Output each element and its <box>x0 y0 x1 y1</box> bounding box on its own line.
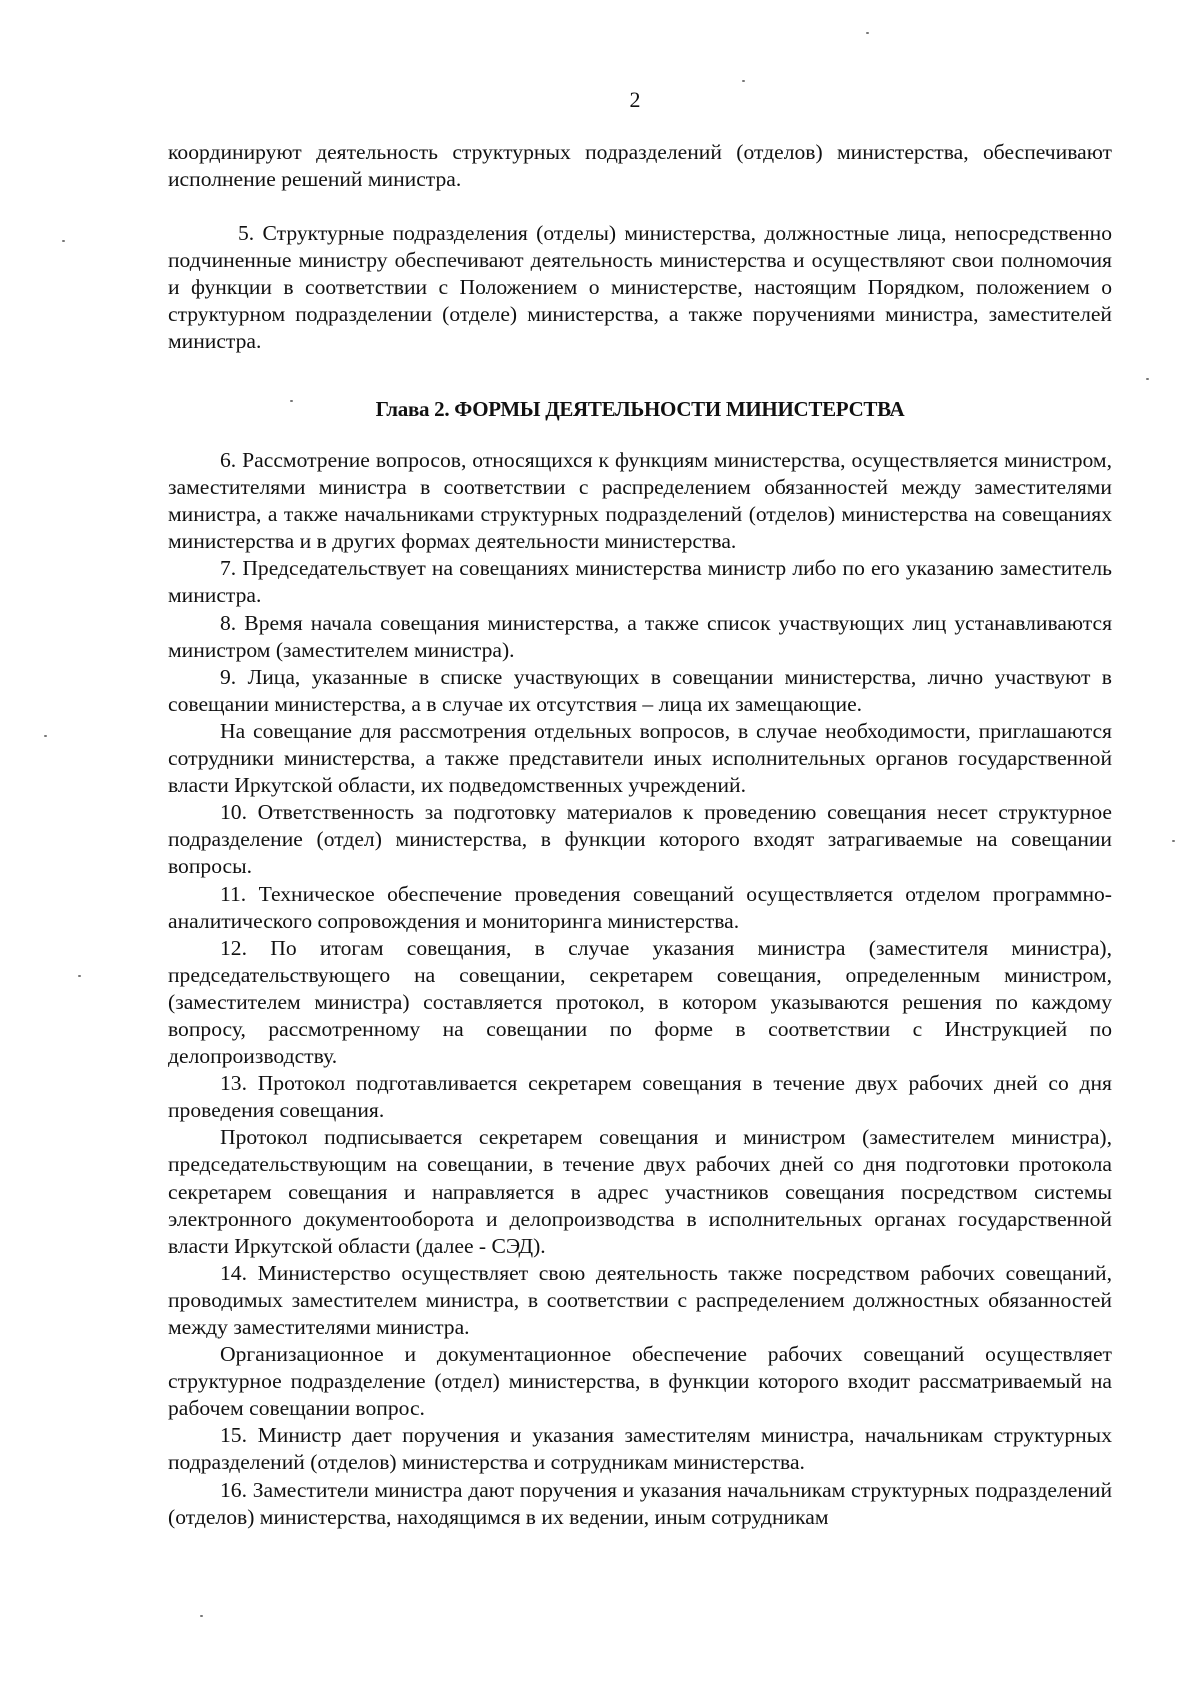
paragraph-12: 12. По итогам совещания, в случае указания министра (заместителя министра), председательствующего на совещании, секретарем совещания, определенным министром, (заместителем министра) составляется протокол, в котором указываются решения по каждому вопросу, рассмотренному на совещании по форме в соответствии с Инструкцией по делопроизводству. <box>168 935 1112 1069</box>
continuation-block <box>168 139 1112 193</box>
section-1-block <box>168 220 1112 355</box>
scan-speck <box>1172 840 1175 842</box>
scan-speck <box>200 1615 203 1617</box>
continuation-paragraph: координируют деятельность структурных подразделений (отделов) министерства, обеспечивают исполнение решений министра. <box>168 140 1112 192</box>
scan-speck <box>290 400 293 402</box>
paragraph-11: 11. Техническое обеспечение проведения совещаний осуществляется отделом программно-аналитического сопровождения и мониторинга министерства. <box>168 881 1112 933</box>
paragraph-10: 10. Ответственность за подготовку материалов к проведению совещания несет структурное подразделение (отдел) министерства, в функции которого входят затрагиваемые на совещании вопросы. <box>168 800 1112 879</box>
scan-speck <box>44 735 47 737</box>
paragraph-9-continued: На совещание для рассмотрения отдельных вопросов, в случае необходимости, приглашаются сотрудники министерства, а также представители иных исполнительных органов государственной власти Иркутской области, их подведомственных учреждений. <box>168 718 1112 798</box>
paragraph-7: 7. Председательствует на совещаниях министерства министр либо по его указанию заместитель министра. <box>168 556 1112 608</box>
page-number: 2 <box>629 87 641 112</box>
paragraph-13: 13. Протокол подготавливается секретарем совещания в течение двух рабочих дней со дня проведения совещания. <box>168 1071 1112 1123</box>
paragraph-13-continued: Протокол подписывается секретарем совещания и министром (заместителем министра), председательствующим на совещании, в течение двух рабочих дней со дня подготовки протокола секретарем совещания и направляется в адрес участников совещания посредством системы электронного документооборота и делопроизводства в исполнительных органах государственной власти Иркутской области (далее - СЭД). <box>168 1125 1112 1258</box>
paragraph-5: 5. Структурные подразделения (отделы) министерства, должностные лица, непосредственно подчиненные министру обеспечивают деятельность министерства и осуществляют свои полномочия и функции в соответствии с Положением о министерстве, настоящим Порядком, положением о структурном подразделении (отделе) министерства, а также поручениями министра, заместителей министра. <box>168 221 1112 354</box>
paragraph-6: 6. Рассмотрение вопросов, относящихся к функциям министерства, осуществляется министром, заместителями министра в соответствии с распределением обязанностей между заместителями министра, а также начальниками структурных подразделений (отделов) министерства на совещаниях министерства и в других формах деятельности министерства. <box>168 448 1112 554</box>
scan-speck <box>742 80 745 82</box>
scan-speck <box>62 240 65 242</box>
scan-speck <box>866 32 869 34</box>
scan-speck <box>1146 378 1149 380</box>
scan-speck <box>78 975 81 977</box>
chapter-2-body <box>168 447 1112 1531</box>
paragraph-16: 16. Заместители министра дают поручения и указания начальникам структурных подразделений (отделов) министерства, находящимся в их ведении, иным сотрудникам <box>168 1477 1112 1529</box>
paragraph-9: 9. Лица, указанные в списке участвующих в совещании министерства, лично участвуют в совещании министерства, а в случае их отсутствия – лица их замещающие. <box>168 664 1112 716</box>
paragraph-8: 8. Время начала совещания министерства, а также список участвующих лиц устанавливаются министром (заместителем министра). <box>168 610 1112 662</box>
paragraph-14-continued: Организационное и документационное обеспечение рабочих совещаний осуществляет структурное подразделение (отдел) министерства, в функции которого входит рассматриваемый на рабочем совещании вопрос. <box>168 1342 1112 1421</box>
chapter-heading: Глава 2. ФОРМЫ ДЕЯТЕЛЬНОСТИ МИНИСТЕРСТВА <box>375 397 905 421</box>
paragraph-14: 14. Министерство осуществляет свою деятельность также посредством рабочих совещаний, проводимых заместителем министра, в соответствии с распределением должностных обязанностей между заместителями министра. <box>168 1260 1112 1339</box>
paragraph-15: 15. Министр дает поручения и указания заместителям министра, начальникам структурных подразделений (отделов) министерства и сотрудникам министерства. <box>168 1423 1112 1475</box>
